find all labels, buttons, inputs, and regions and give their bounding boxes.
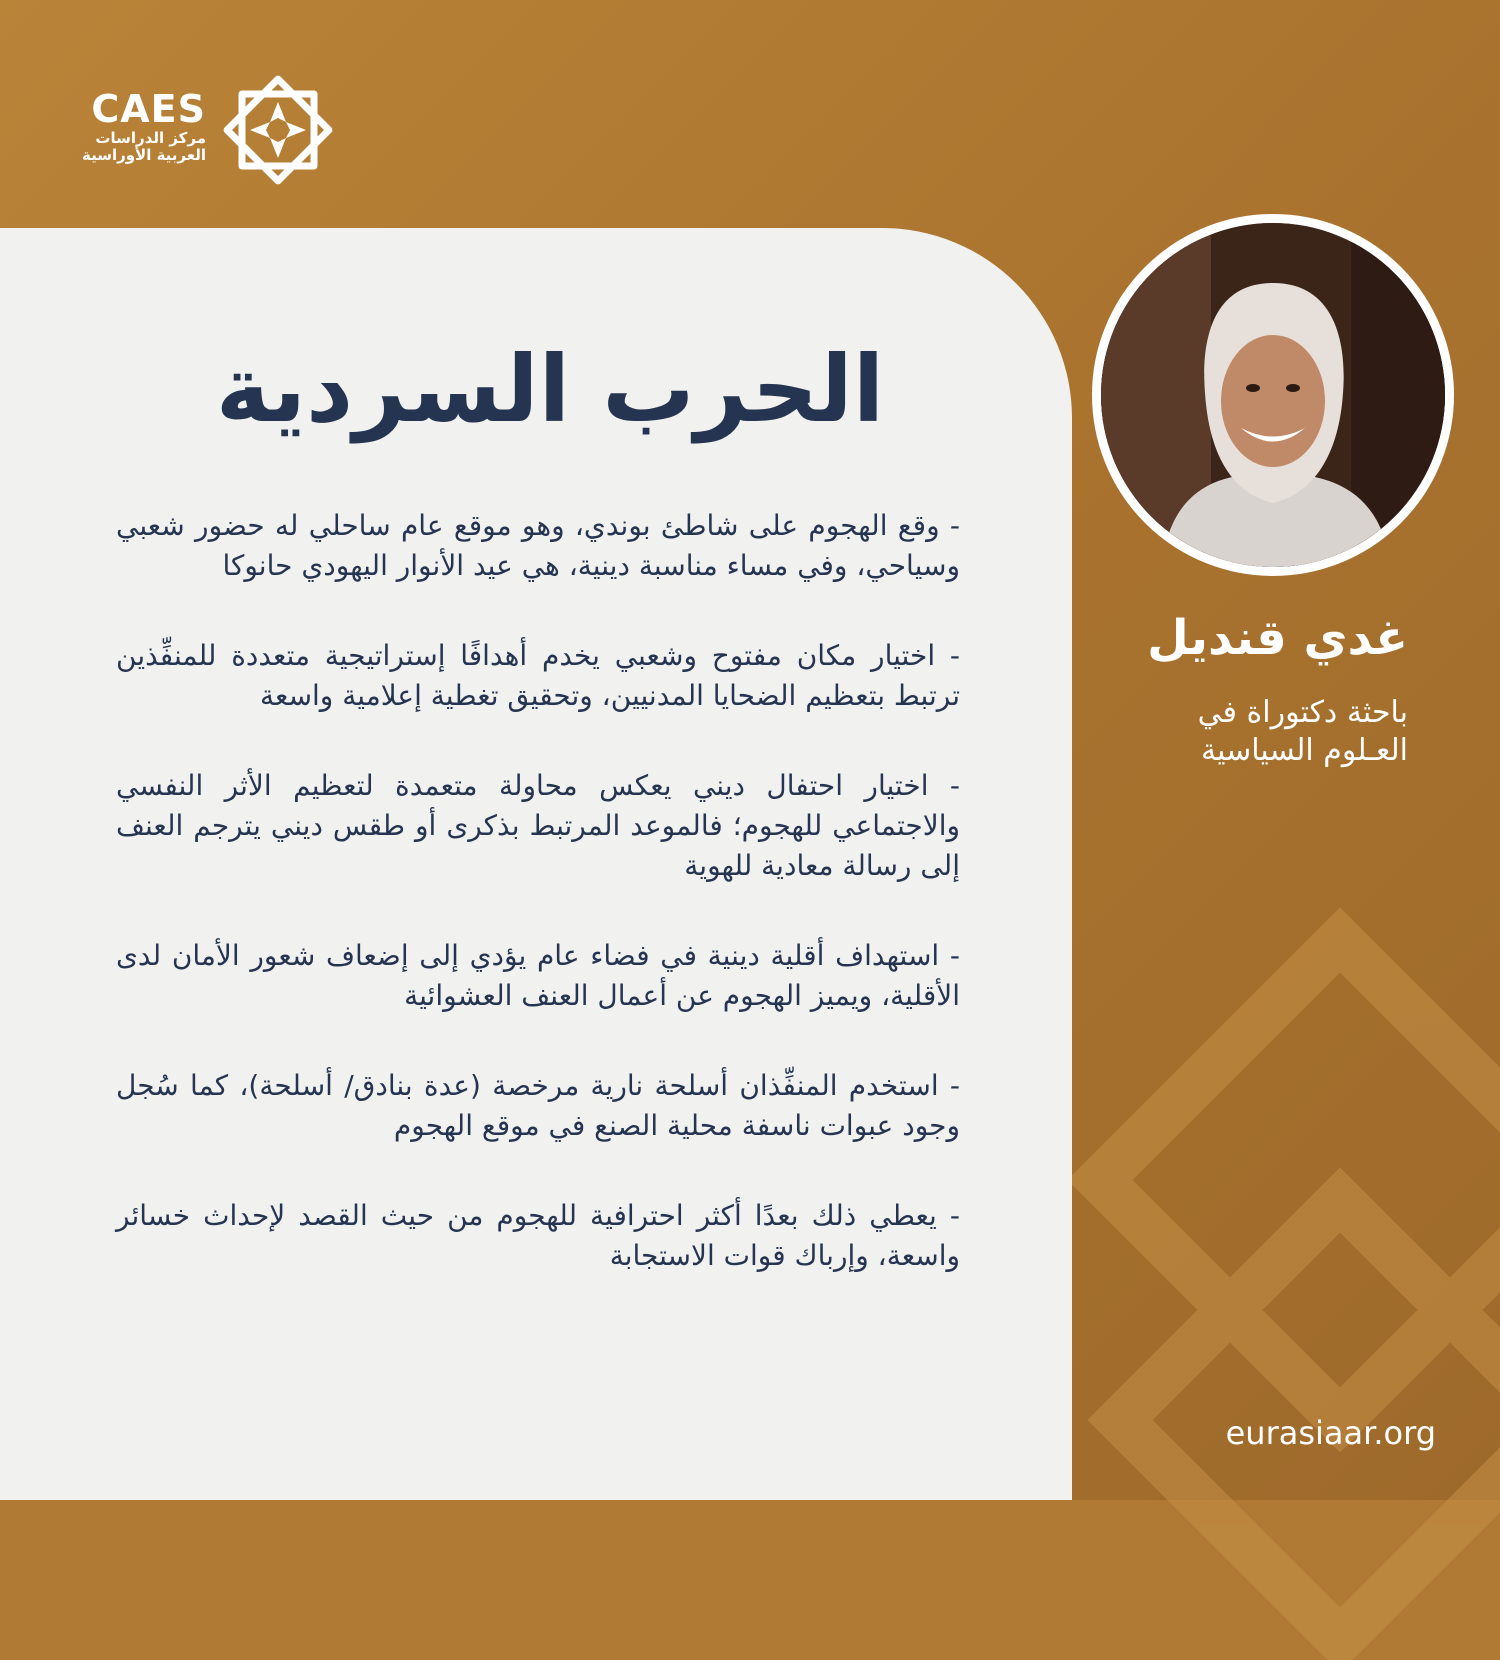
paragraph-3: - اختيار احتفال ديني يعكس محاولة متعمدة لتعظيم الأثر النفسي والاجتماعي للهجوم؛ فالموعد المرتبط بذكرى أو طقس ديني يترجم العنف إلى رسالة معادية للهوية <box>116 769 960 882</box>
decorative-pattern <box>1060 900 1500 1660</box>
logo-text <box>80 88 206 164</box>
author-role-line1: باحثة دكتوراة في <box>1197 695 1408 730</box>
logo-name-line1: مركز الدراسات <box>95 129 206 147</box>
author-photo <box>1092 214 1454 576</box>
eight-point-star-icon <box>216 68 340 192</box>
paragraph-6: - يعطي ذلك بعدًا أكثر احترافية للهجوم من حيث القصد لإحداث خسائر واسعة، وإرباك قوات الاستجابة <box>116 1199 960 1272</box>
paragraph-1: - وقع الهجوم على شاطئ بوندي، وهو موقع عام ساحلي له حضور شعبي وسياحي، وفي مساء مناسبة دينية، هي عيد الأنوار اليهودي حانوكا <box>116 509 960 582</box>
paragraph-2: - اختيار مكان مفتوح وشعبي يخدم أهدافًا إستراتيجية متعددة للمنفِّذين ترتبط بتعظيم الضحايا المدنيين، وتحقيق تغطية إعلامية واسعة <box>116 639 960 712</box>
logo-name-line2: العربية الأوراسية <box>81 146 206 164</box>
website-link[interactable]: eurasiaar.org <box>1225 1414 1436 1452</box>
paragraph-4: - استهداف أقلية دينية في فضاء عام يؤدي إلى إضعاف شعور الأمان لدى الأقلية، ويميز الهجوم عن أعمال العنف العشوائية <box>116 939 960 1012</box>
logo-abbr: CAES <box>91 87 206 131</box>
paragraph-5: - استخدم المنفِّذان أسلحة نارية مرخصة (عدة بنادق/ أسلحة)، كما سُجل وجود عبوات ناسفة محلية الصنع في موقع الهجوم <box>116 1069 960 1142</box>
author-role-line2: العـلوم السياسية <box>1201 733 1408 768</box>
author-role <box>1100 694 1408 770</box>
author-name: غدي قنديل <box>1147 610 1408 666</box>
page-title: الحرب السردية <box>215 336 885 443</box>
article-body <box>116 506 960 1326</box>
caes-logo[interactable] <box>80 68 342 190</box>
portrait-image <box>1101 223 1445 567</box>
